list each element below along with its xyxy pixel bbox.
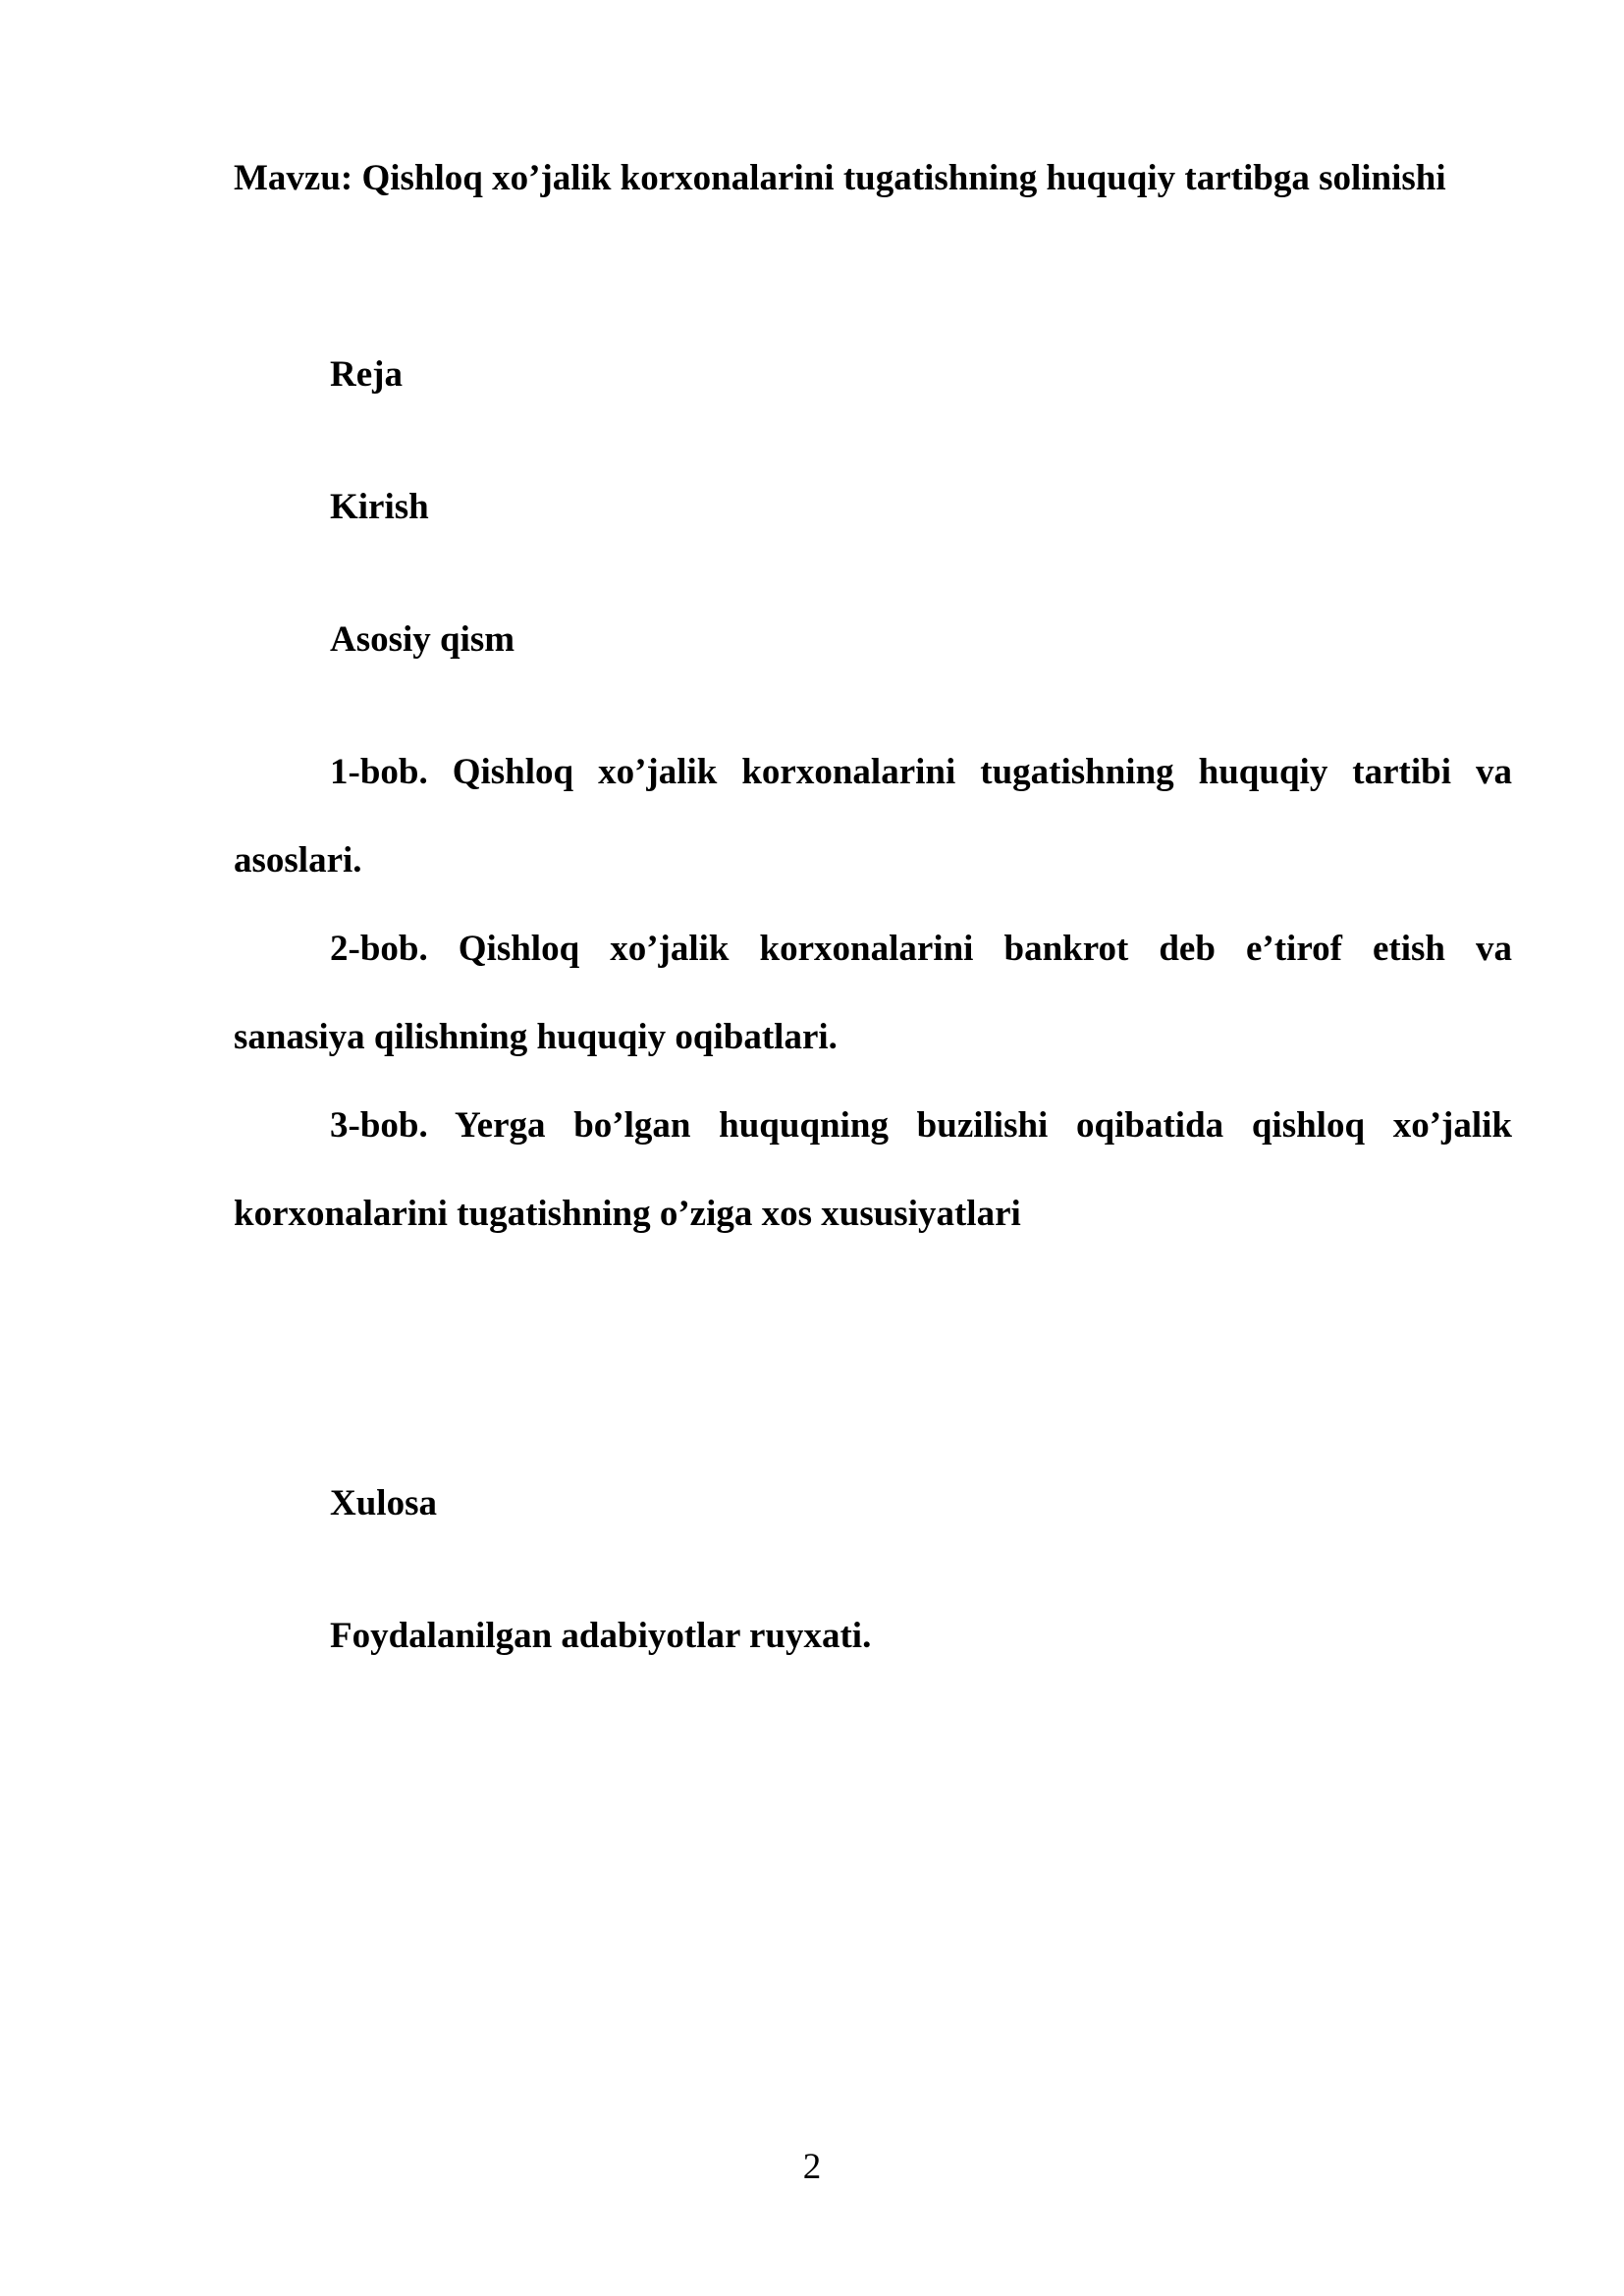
chapter-1-line-2: asoslari.	[234, 840, 362, 881]
chapter-3-line-2: korxonalarini tugatishning o’ziga xos xususiyatlari	[234, 1194, 1021, 1234]
page-number: 2	[802, 2147, 822, 2187]
document-title: Mavzu: Qishloq xo’jalik korxonalarini tugatishning huquqiy tartibga solinishi	[234, 158, 1446, 198]
plan-heading: Reja	[330, 354, 403, 395]
intro-heading: Kirish	[330, 487, 429, 527]
main-part-heading: Asosiy qism	[330, 619, 515, 660]
chapter-1-line-1: 1-bob. Qishloq xo’jalik korxonalarini tugatishning huquqiy tartibi va	[330, 752, 1512, 792]
conclusion-heading: Xulosa	[330, 1483, 437, 1523]
chapter-2-line-1: 2-bob. Qishloq xo’jalik korxonalarini bankrot deb e’tirof etish va	[330, 929, 1512, 969]
references-heading: Foydalanilgan adabiyotlar ruyxati.	[330, 1616, 872, 1656]
chapter-2-line-2: sanasiya qilishning huquqiy oqibatlari.	[234, 1017, 838, 1057]
chapter-3-line-1: 3-bob. Yerga bo’lgan huquqning buzilishi oqibatida qishloq xo’jalik	[330, 1105, 1512, 1146]
